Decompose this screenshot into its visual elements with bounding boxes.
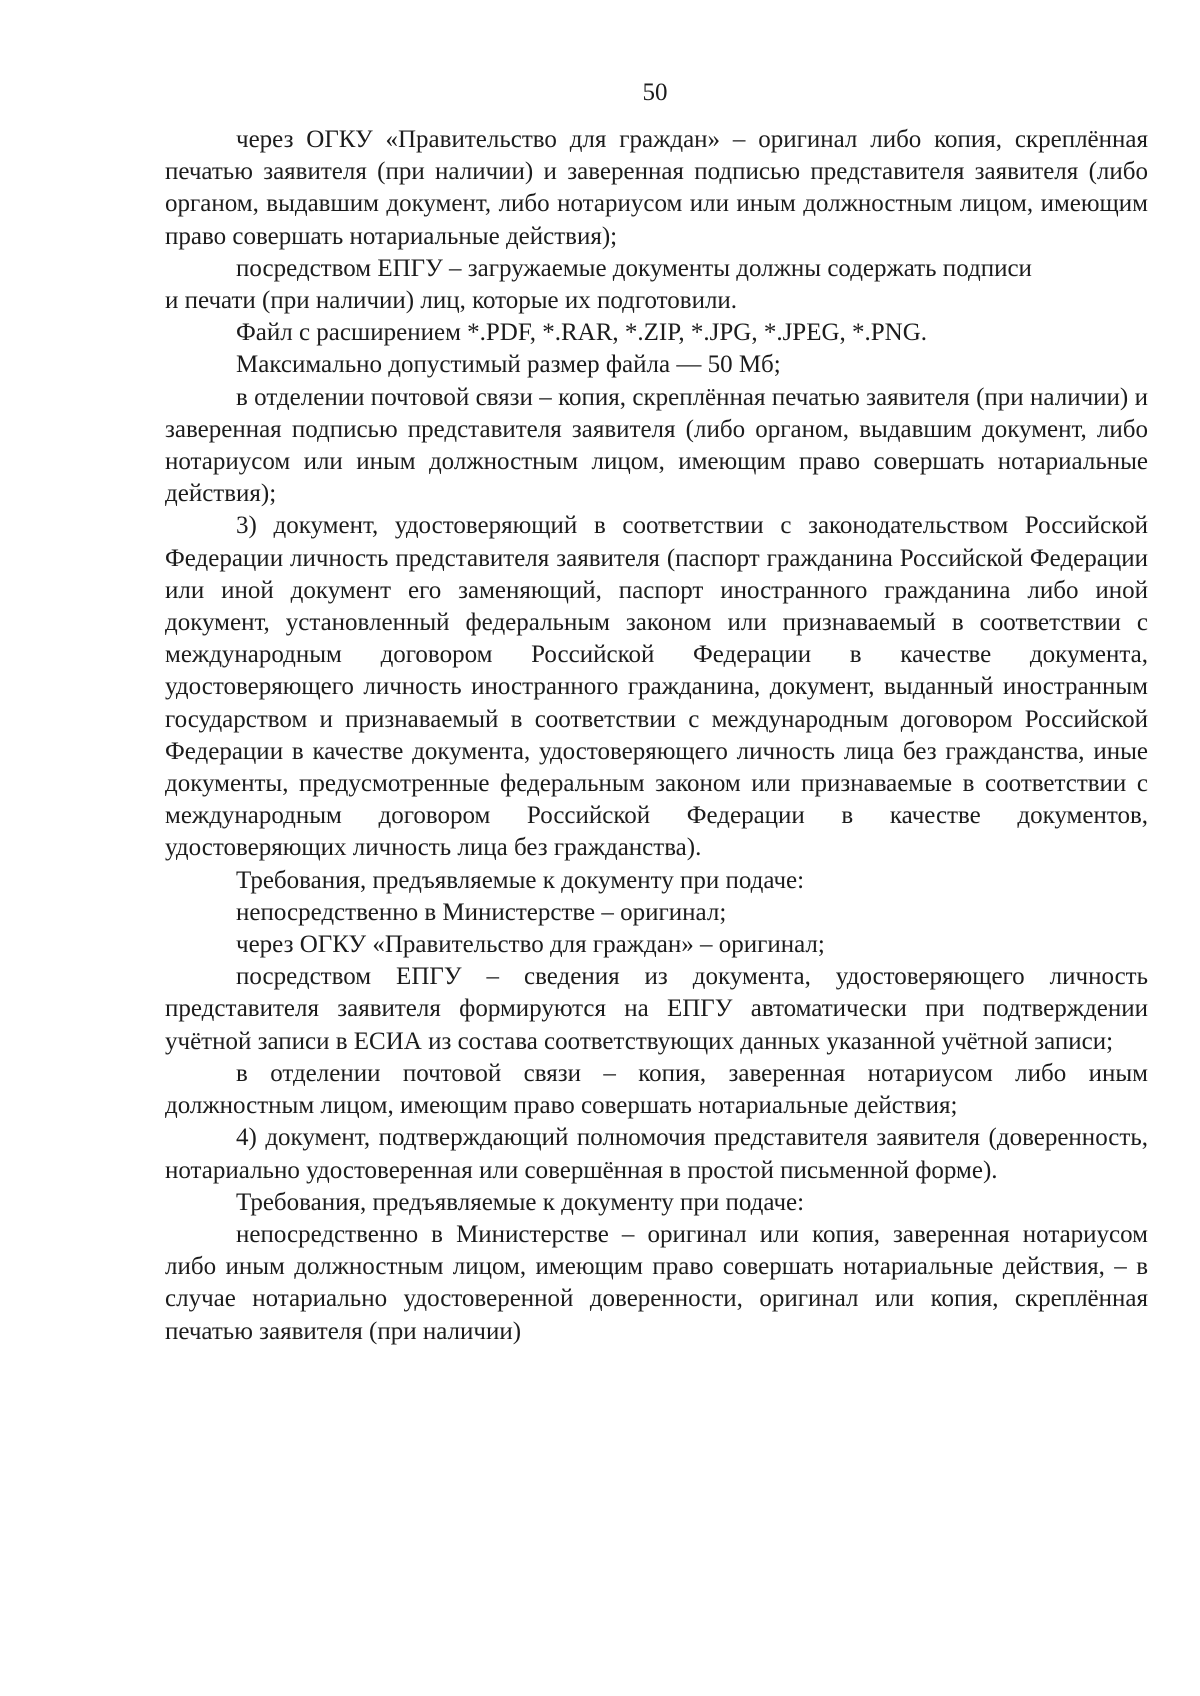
paragraph-requirements-heading: Требования, предъявляемые к документу при подаче: (236, 866, 805, 894)
paragraph-ogku-original: через ОГКУ «Правительство для граждан» – оригинал; (236, 931, 825, 959)
paragraph-epgu-signatures: и печати (при наличии) лиц, которые их подготовили. (165, 287, 738, 315)
paragraph-post-office-submission: в отделении почтовой связи – копия, скреплённая печатью заявителя (при наличии) и заверенная подписью представителя заявителя (либо органом, выдавшим документ, либо нотариусом или иным должностным лицом, имеющим право совершать нотариальные действия); (165, 383, 1148, 508)
paragraph-file-extensions: Файл с расширением *.PDF, *.RAR, *.ZIP, *.JPG, *.JPEG, *.PNG. (236, 319, 928, 347)
body-text (165, 124, 1148, 1348)
paragraph-max-file-size: Максимально допустимый размер файла — 50 Мб; (236, 351, 781, 379)
page-number: 50 (642, 79, 668, 106)
paragraph-post-office-notarized-copy: в отделении почтовой связи – копия, заверенная нотариусом либо иным должностным лицом, имеющим право совершать нотариальные действия; (165, 1059, 1148, 1120)
paragraph-ministry-original: непосредственно в Министерстве – оригинал; (236, 898, 727, 926)
paragraph-epgu-identity-data: посредством ЕПГУ – сведения из документа, удостоверяющего личность представителя заявителя формируются на ЕПГУ автоматически при подтверждении учётной записи в ЕСИА из состава соответствующих данных указанной учётной записи; (165, 963, 1148, 1055)
paragraph-item-4-authority-document: 4) документ, подтверждающий полномочия представителя заявителя (доверенность, нотариально удостоверенная или совершённая в простой письменной форме). (165, 1124, 1148, 1184)
paragraph-item-3-identity-document: 3) документ, удостоверяющий в соответствии с законодательством Российской Федерации личность представителя заявителя (паспорт гражданина Российской Федерации или иной документ его заменяющий, паспорт иностранного гражданина либо иной документ, установленный федеральным законом или признаваемый в соответствии с международным договором Российской Федерации в качестве документа, удостоверяющего личность иностранного гражданина, документ, выданный иностранным государством и признаваемый в соответствии с международным договором Российской Федерации в качестве документа, удостоверяющего личность лица без гражданства, иные документы, предусмотренные федеральным законом или признаваемые в соответствии с международным договором Российской Федерации в качестве документов, удостоверяющих личность лица без гражданства). (165, 512, 1148, 862)
paragraph-ministry-original-or-copy: непосредственно в Министерстве – оригинал или копия, заверенная нотариусом либо иным должностным лицом, имеющим право совершать нотариальные действия, – в случае нотариально удостоверенной доверенности, оригинал или копия, скреплённая печатью заявителя (при наличии) (165, 1220, 1148, 1345)
paragraph-epgu-submission: посредством ЕПГУ – загружаемые документы должны содержать подписи (236, 254, 1032, 282)
paragraph-requirements-heading-2: Требования, предъявляемые к документу при подаче: (236, 1188, 805, 1216)
paragraph-ogku-submission: через ОГКУ «Правительство для граждан» – оригинал либо копия, скреплённая печатью заявителя (при наличии) и заверенная подписью представителя заявителя (либо органом, выдавшим документ, либо нотариусом или иным должностным лицом, имеющим право совершать нотариальные действия); (165, 126, 1148, 250)
